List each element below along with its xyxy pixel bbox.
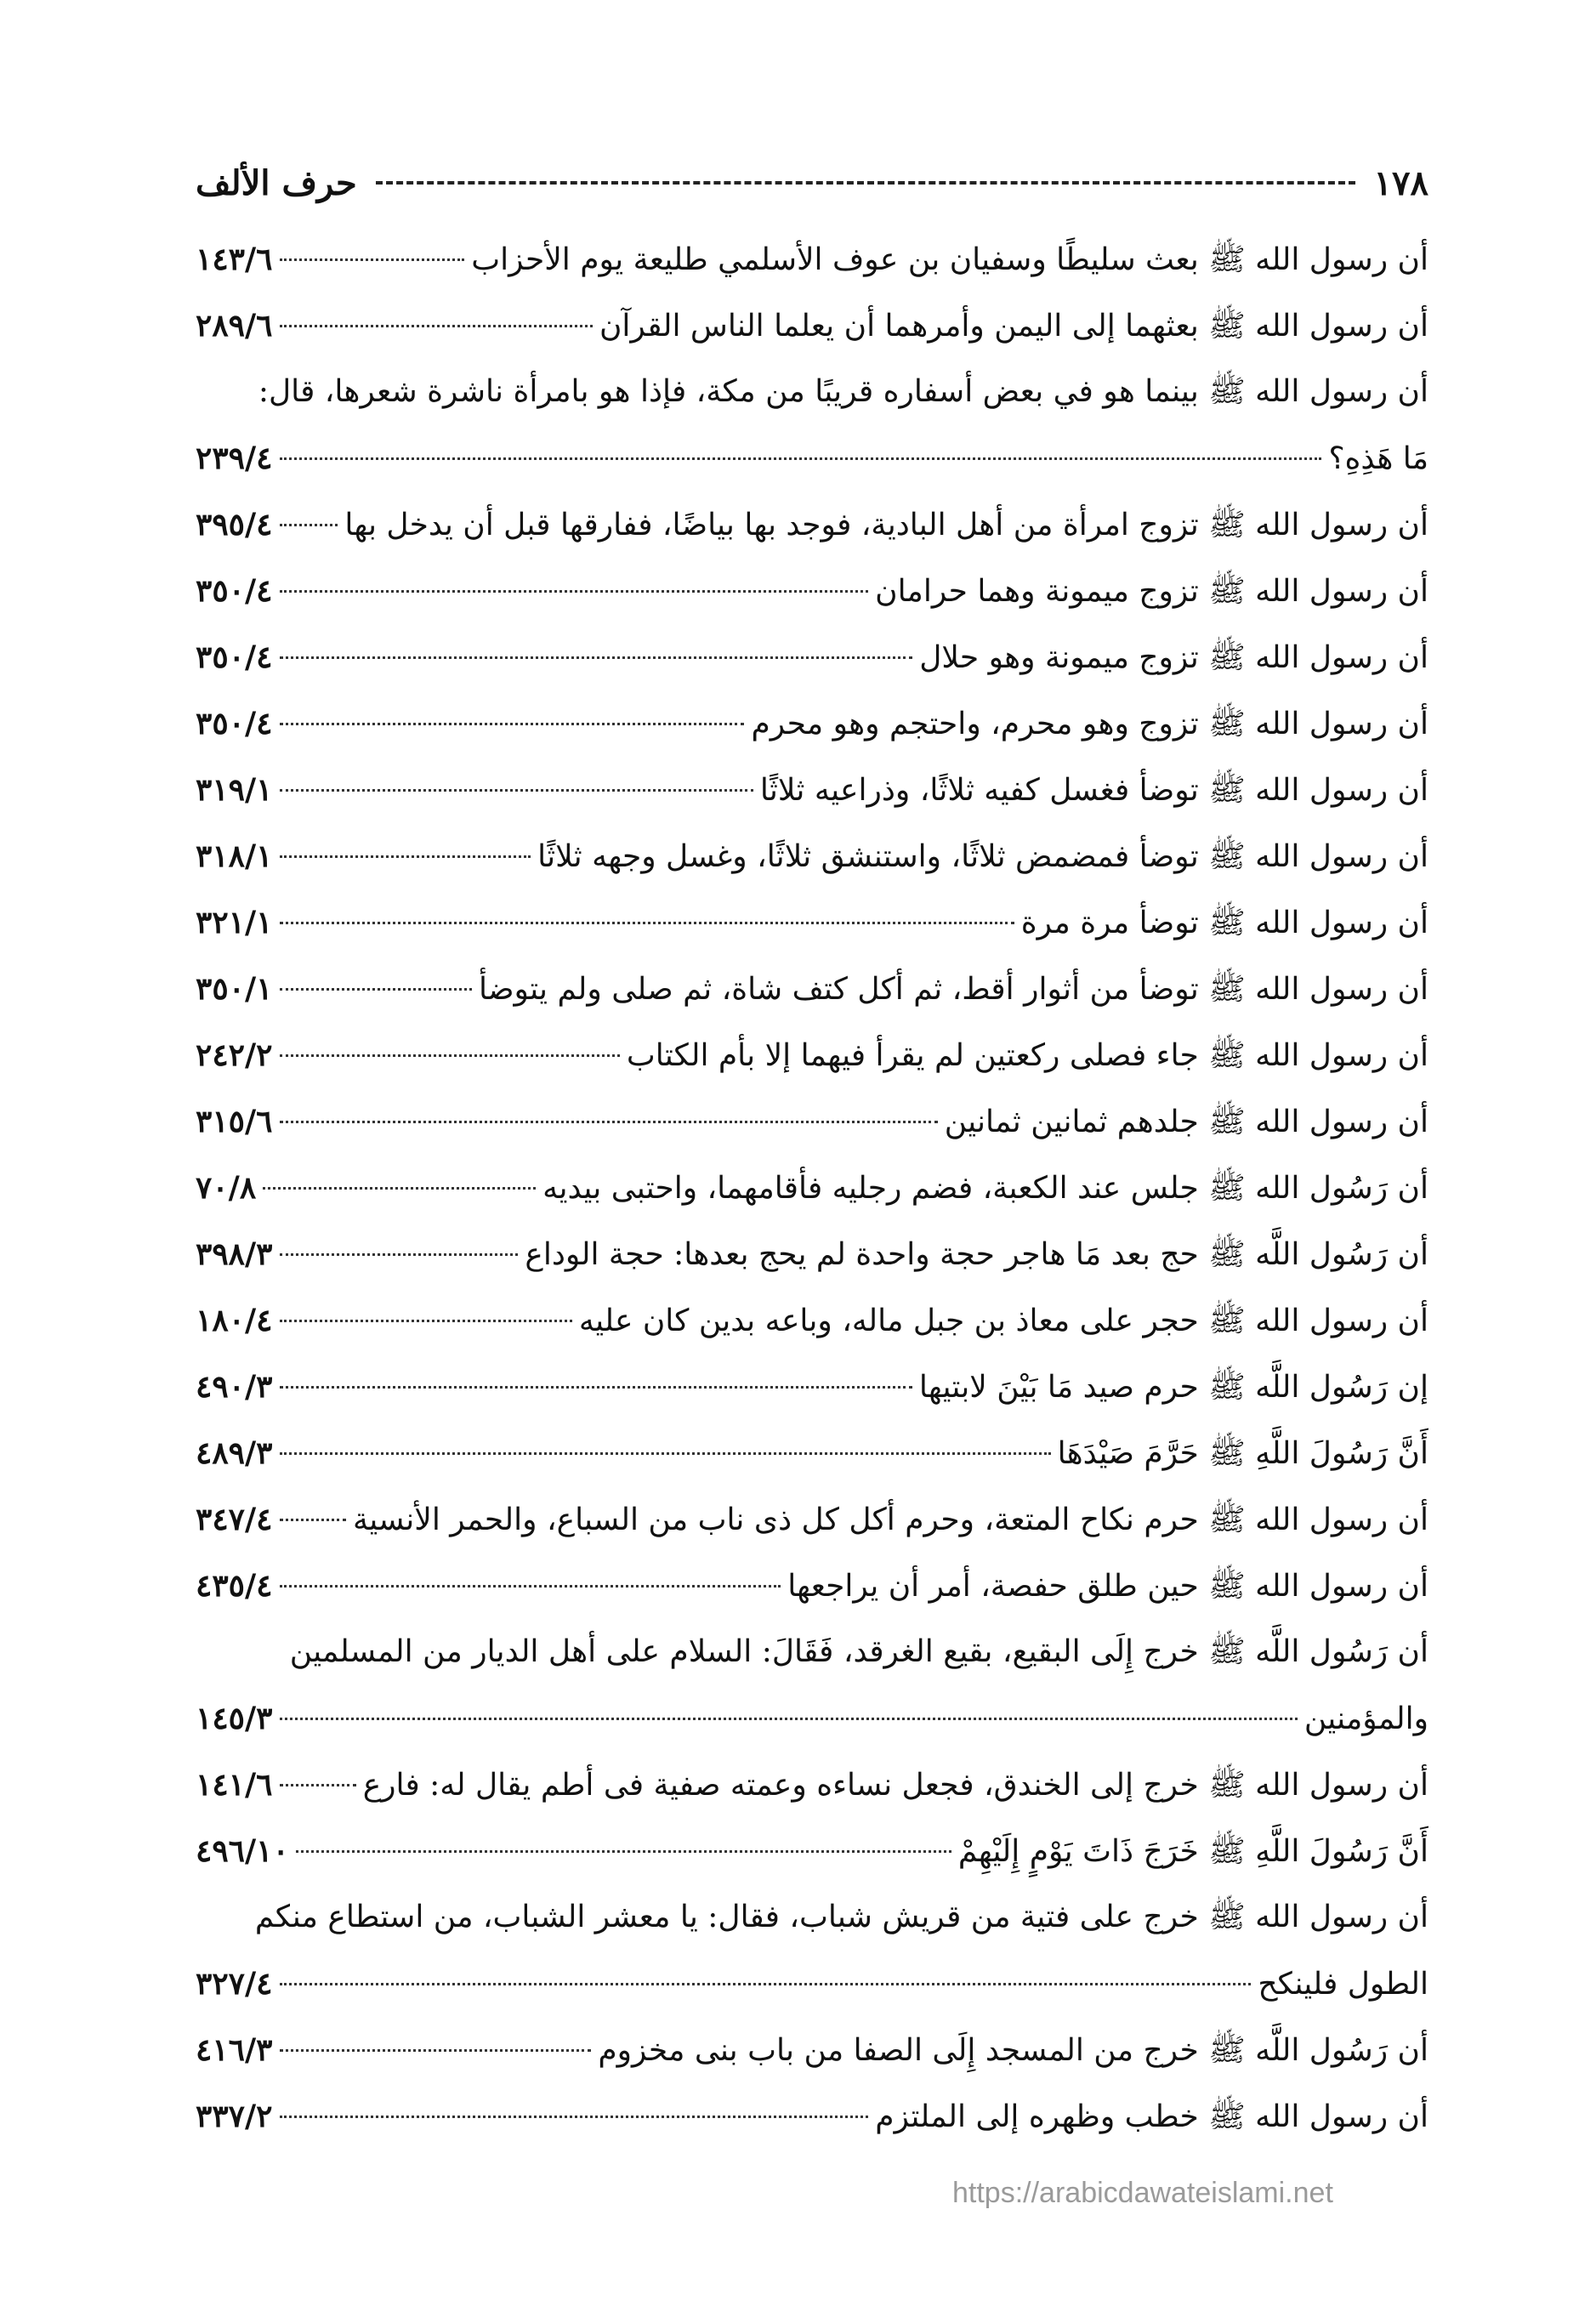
entry-text: أَنَّ رَسُولَ اللَّهِ ﷺ حَرَّمَ صَيْدَهَا [1057,1436,1428,1471]
index-entry [196,1818,1428,1884]
entry-text: أن رسول الله ﷺ بعث سليطًا وسفيان بن عوف الأسلمي طليعة يوم الأحزاب [471,242,1428,277]
index-entry [196,956,1428,1022]
entry-reference: ٤٩٠/٣ [196,1369,273,1405]
header-rule [376,181,1355,185]
page-header [196,153,1428,213]
index-entry [196,1884,1428,2017]
entry-reference: ٢٣٩/٤ [196,440,273,476]
leader-dots [280,1718,1298,1720]
index-entry [196,2017,1428,2083]
entry-text: أن رسول الله ﷺ حين طلق حفصة، أمر أن يراجعها [787,1569,1428,1604]
leader-dots [280,1452,1051,1455]
entry-text: أن رسول الله ﷺ حرم نكاح المتعة، وحرم أكل كل ذى ناب من السباع، والحمر الأنسية [352,1502,1428,1537]
index-entry [196,1088,1428,1155]
entry-text: أن رسول الله ﷺ تزوج ميمونة وهما حرامان [875,574,1428,609]
index-entries [196,226,1428,2150]
entry-reference: ٤٨٩/٣ [196,1435,273,1471]
entry-text: أن رَسُول اللَّه ﷺ خرج إِلَى البقيع، بقيع الغرقد، فَقَالَ: السلام على أهل الديار من المسلمين [289,1634,1428,1669]
index-entry [196,889,1428,956]
leader-dots [280,258,465,261]
leader-dots [280,457,1322,460]
index-entry [196,1486,1428,1553]
index-entry [196,1221,1428,1287]
entry-text: أن رسول الله ﷺ تزوج امرأة من أهل البادية، فوجد بها بياضًا، ففارقها قبل أن يدخل بها [344,508,1428,542]
index-entry [196,1354,1428,1420]
entry-reference: ٣٩٨/٣ [196,1236,273,1272]
section-title: حرف الألف [196,162,357,203]
entry-reference: ٧٠/٨ [196,1170,257,1206]
leader-dots [280,855,531,858]
leader-dots [280,723,745,725]
leader-dots [280,1784,356,1786]
leader-dots [280,524,338,526]
entry-text: أن رَسُول اللَّه ﷺ حج بعد مَا هاجر حجة واحدة لم يحج بعدها: حجة الوداع [525,1237,1428,1272]
entry-text: أن رسول الله ﷺ جلدهم ثمانين ثمانين [944,1105,1428,1139]
entry-text: إن رَسُول اللَّه ﷺ حرم صيد مَا بَيْنَ لابتيها [918,1370,1428,1405]
index-entry [196,690,1428,757]
leader-dots [280,1253,519,1256]
index-entry [196,1752,1428,1818]
index-entry [196,1022,1428,1088]
entry-reference: ٣٥٠/٤ [196,639,273,675]
entry-text: أن رسول الله ﷺ توضأ من أثوار أقط، ثم أكل كتف شاة، ثم صلى ولم يتوضأ [479,972,1428,1007]
index-entry [196,359,1428,491]
index-entry [196,1619,1428,1752]
entry-text: أَنَّ رَسُولَ اللَّهِ ﷺ خَرَجَ ذَاتَ يَوْمٍ إِلَيْهِمْ [957,1834,1428,1869]
entry-reference: ١٤١/٦ [196,1767,273,1803]
entry-reference: ٣١٥/٦ [196,1104,273,1139]
leader-dots [280,656,913,659]
entry-text: أن رسول الله ﷺ خرج إلى الخندق، فجعل نساءه وعمته صفية فى أطم يقال له: فارع [362,1768,1428,1803]
entry-reference: ١٤٣/٦ [196,241,273,277]
entry-reference: ٣٤٧/٤ [196,1502,273,1537]
entry-text: أن رسول الله ﷺ توضأ فمضمض ثلاثًا، واستنشق ثلاثًا، وغسل وجهه ثلاثًا [537,839,1428,874]
entry-text: أن رسول الله ﷺ بينما هو في بعض أسفاره قريبًا من مكة، فإذا هو بامرأة ناشرة شعرها، قال: [258,374,1428,409]
leader-dots [280,1386,912,1389]
entry-reference: ٣٢٧/٤ [196,1966,273,2002]
index-entry [196,1155,1428,1221]
index-entry [196,757,1428,823]
entry-text: أن رسول الله ﷺ خطب وظهره إلى الملتزم [875,2099,1428,2134]
entry-text: أن رسول الله ﷺ تزوج ميمونة وهو حلال [919,640,1428,675]
entry-reference: ٢٨٩/٦ [196,308,273,344]
leader-dots [280,988,473,991]
entry-text: أن رسول الله ﷺ حجر على معاذ بن جبل ماله، وباعه بدين كان عليه [578,1303,1428,1338]
entry-text: أن رسول الله ﷺ تزوج وهو محرم، واحتجم وهو محرم [751,707,1428,741]
leader-dots [280,590,869,593]
index-entry [196,1287,1428,1354]
entry-continuation: والمؤمنين [1303,1701,1428,1736]
leader-dots [280,1585,781,1587]
entry-text: أن رسول الله ﷺ جاء فصلى ركعتين لم يقرأ فيهما إلا بأم الكتاب [626,1038,1428,1073]
index-entry [196,558,1428,624]
entry-reference: ١٨٠/٤ [196,1303,273,1338]
leader-dots [280,789,753,792]
entry-reference: ٤١٦/٣ [196,2032,273,2068]
entry-continuation: مَا هَذِهِ؟ [1328,441,1428,476]
entry-reference: ٣١٩/١ [196,772,273,808]
index-entry [196,1420,1428,1486]
entry-reference: ٣٣٧/٢ [196,2099,273,2134]
entry-reference: ٣٥٠/٤ [196,573,273,609]
entry-text: أن رسول الله ﷺ بعثهما إلى اليمن وأمرهما أن يعلما الناس القرآن [599,309,1428,344]
leader-dots [280,325,593,327]
entry-reference: ٤٩٦/١٠ [196,1833,289,1869]
entry-reference: ٣٥٠/١ [196,971,273,1007]
leader-dots [280,2049,592,2052]
index-entry [196,1553,1428,1619]
entry-text: أن رَسُول اللَّه ﷺ خرج من المسجد إِلَى الصفا من باب بنى مخزوم [598,2033,1428,2068]
leader-dots [280,1121,938,1123]
leader-dots [280,1983,1252,1985]
entry-reference: ٣٩٥/٤ [196,507,273,542]
leader-dots [263,1187,536,1190]
leader-dots [280,2116,869,2118]
index-entry [196,293,1428,359]
leader-dots [280,1519,346,1521]
entry-reference: ٣١٨/١ [196,838,273,874]
index-entry [196,2083,1428,2150]
leader-dots [280,1054,620,1057]
document-page [196,153,1428,2150]
index-entry [196,823,1428,889]
entry-reference: ٤٣٥/٤ [196,1568,273,1604]
entry-text: أن رسول الله ﷺ توضأ مرة مرة [1020,906,1428,940]
leader-dots [280,922,1014,924]
leader-dots [296,1850,951,1853]
entry-text: أن رَسُول الله ﷺ جلس عند الكعبة، فضم رجليه فأقامهما، واحتبى بيديه [542,1171,1428,1206]
entry-text: أن رسول الله ﷺ توضأ فغسل كفيه ثلاثًا، وذراعيه ثلاثًا [759,773,1428,808]
entry-text: أن رسول الله ﷺ خرج على فتية من قريش شباب، فقال: يا معشر الشباب، من استطاع منكم [254,1900,1428,1934]
leader-dots [280,1320,572,1322]
watermark: https://arabicdawateislami.net [952,2177,1333,2209]
entry-reference: ٣٢١/١ [196,905,273,940]
page-number: ١٧٨ [1373,162,1428,203]
index-entry [196,226,1428,293]
entry-reference: ١٤٥/٣ [196,1701,273,1736]
entry-reference: ٣٥٠/٤ [196,706,273,741]
entry-reference: ٢٤٢/٢ [196,1037,273,1073]
index-entry [196,491,1428,558]
entry-continuation: الطول فلينكح [1258,1967,1428,2002]
index-entry [196,624,1428,690]
